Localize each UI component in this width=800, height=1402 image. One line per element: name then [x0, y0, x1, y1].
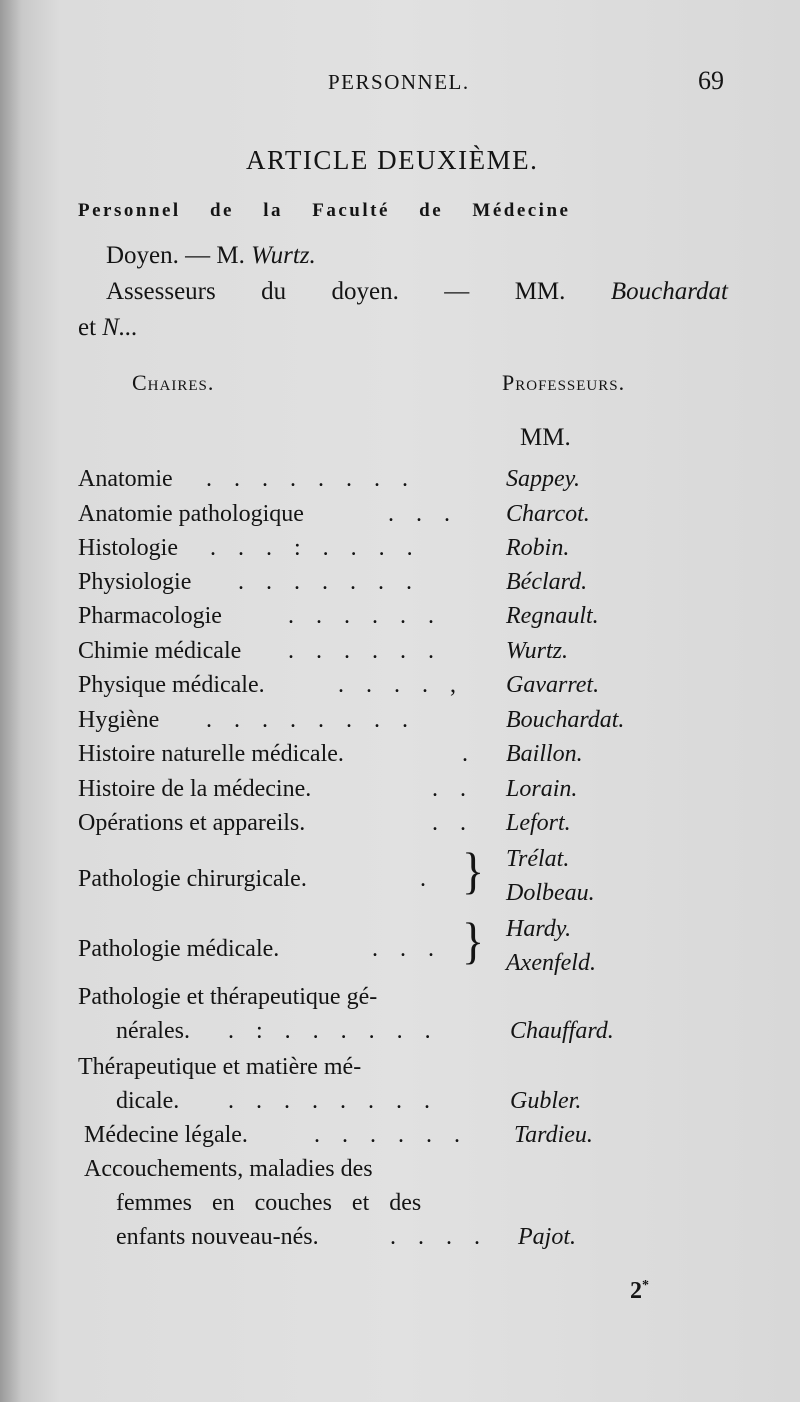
- chair-row-medecine-legale: [78, 1122, 638, 1156]
- chair-name: Opérations et appareils.: [78, 810, 306, 836]
- professor-name: Dolbeau.: [506, 880, 595, 906]
- assesseurs-name: Bouchardat: [610, 278, 728, 305]
- chair-row-therapeutique: [78, 1054, 638, 1124]
- professor-name: Axenfeld.: [506, 950, 596, 976]
- chair-row: [78, 810, 638, 844]
- leader-dots: . . . . . . . .: [228, 1088, 438, 1114]
- leader-dots: . . . . . .: [288, 638, 442, 664]
- leader-dots: . . . . . . . .: [206, 466, 416, 492]
- chair-name: Physique médicale.: [78, 672, 265, 698]
- leader-dots: . . . . . .: [288, 603, 442, 629]
- column-mm-label: MM.: [520, 424, 571, 451]
- professor-name: Gubler.: [510, 1088, 582, 1114]
- chair-row-accouchements: [78, 1156, 658, 1260]
- brace-symbol: }: [462, 842, 485, 899]
- professor-name: Lorain.: [506, 776, 578, 802]
- chair-row: [78, 535, 638, 569]
- chair-row: [78, 603, 638, 637]
- chair-row: [78, 776, 638, 810]
- chair-name-line2: femmes en couches et des: [116, 1190, 422, 1216]
- leader-dots: . . . : . . . .: [210, 535, 421, 561]
- professor-name: Lefort.: [506, 810, 571, 836]
- professor-name: Tardieu.: [514, 1122, 593, 1148]
- chair-name: Anatomie: [78, 466, 173, 492]
- professor-name: Gavarret.: [506, 672, 600, 698]
- assesseurs-continuation: [78, 314, 138, 342]
- professor-name: Sappey.: [506, 466, 580, 492]
- professor-name: Baillon.: [506, 741, 583, 767]
- chair-name: Pharmacologie: [78, 603, 222, 629]
- assesseurs-doyen: doyen.: [331, 278, 399, 305]
- professor-name: Charcot.: [506, 501, 590, 527]
- chair-name: Pathologie médicale.: [78, 936, 280, 962]
- chair-name: Hygiène: [78, 707, 160, 733]
- chair-row-pathologie-generale: [78, 984, 638, 1054]
- professor-name: Bouchardat.: [506, 707, 625, 733]
- chair-name-line1: Accouchements, maladies des: [84, 1156, 373, 1182]
- signature-mark: [630, 1278, 649, 1305]
- chair-name: Chimie médicale: [78, 638, 242, 664]
- page-number: 69: [698, 66, 724, 95]
- chair-name: Histoire de la médecine.: [78, 776, 312, 802]
- assesseurs-du: du: [261, 278, 287, 305]
- doyen-line: [106, 242, 316, 270]
- assesseurs-label: Assesseurs: [106, 278, 216, 305]
- assesseurs-mm: MM.: [514, 278, 566, 305]
- column-heading-professeurs: Professeurs.: [502, 370, 626, 395]
- chair-name: Pathologie chirurgicale.: [78, 866, 307, 892]
- assesseurs-dash: —: [444, 278, 470, 305]
- leader-dots: .: [462, 741, 476, 767]
- chair-name: Physiologie: [78, 569, 192, 595]
- assesseurs-et: et: [78, 314, 97, 341]
- signature-star: *: [642, 1278, 649, 1293]
- chair-name-line3: enfants nouveau-nés.: [116, 1224, 319, 1250]
- leader-dots: . . .: [388, 501, 458, 527]
- signature-number: 2: [630, 1278, 642, 1304]
- doyen-name: Wurtz.: [251, 242, 316, 269]
- professor-name: Pajot.: [518, 1224, 576, 1250]
- leader-dots: . : . . . . . .: [228, 1018, 439, 1044]
- professor-name: Regnault.: [506, 603, 599, 629]
- leader-dots: . . . . ,: [338, 672, 464, 698]
- chair-row: [78, 672, 638, 706]
- brace-symbol: }: [462, 912, 485, 969]
- assesseurs-line: [106, 278, 728, 306]
- chair-row: [78, 707, 638, 741]
- chair-row-pathologie-chirurgicale: [78, 842, 638, 916]
- chair-row: [78, 466, 638, 500]
- chair-row: [78, 569, 638, 603]
- chair-name: Histologie: [78, 535, 178, 561]
- article-title: ARTICLE DEUXIÈME.: [246, 145, 539, 175]
- chair-name-line2: nérales.: [116, 1018, 190, 1044]
- professor-name: Béclard.: [506, 569, 588, 595]
- chair-name: Médecine légale.: [84, 1122, 248, 1148]
- leader-dots: . . . . . . . .: [206, 707, 416, 733]
- chair-row: [78, 741, 638, 775]
- chair-name: Anatomie pathologique: [78, 501, 304, 527]
- professor-name: Robin.: [506, 535, 570, 561]
- leader-dots: . .: [432, 810, 474, 836]
- professor-name: Chauffard.: [510, 1018, 614, 1044]
- chair-name-line2: dicale.: [116, 1088, 180, 1114]
- chair-name-line1: Thérapeutique et matière mé-: [78, 1054, 362, 1080]
- chair-name: Histoire naturelle médicale.: [78, 741, 344, 767]
- professor-name: Wurtz.: [506, 638, 569, 664]
- leader-dots: . . .: [372, 936, 442, 962]
- running-header: PERSONNEL.: [328, 70, 470, 94]
- section-title: Personnel de la Faculté de Médecine: [78, 200, 571, 221]
- chair-row: [78, 501, 638, 535]
- chair-row-pathologie-medicale: [78, 912, 638, 986]
- assesseurs-n: N...: [102, 314, 138, 341]
- leader-dots: . . . .: [390, 1224, 488, 1250]
- column-heading-chaires: Chaires.: [132, 370, 215, 395]
- leader-dots: . . . . . . .: [238, 569, 420, 595]
- professor-name: Trélat.: [506, 846, 570, 872]
- doyen-label: Doyen. — M.: [106, 242, 245, 269]
- leader-dots: .: [420, 866, 434, 892]
- leader-dots: . .: [432, 776, 474, 802]
- chair-row: [78, 638, 638, 672]
- chair-name-line1: Pathologie et thérapeutique gé-: [78, 984, 378, 1010]
- professor-name: Hardy.: [506, 916, 572, 942]
- leader-dots: . . . . . .: [314, 1122, 468, 1148]
